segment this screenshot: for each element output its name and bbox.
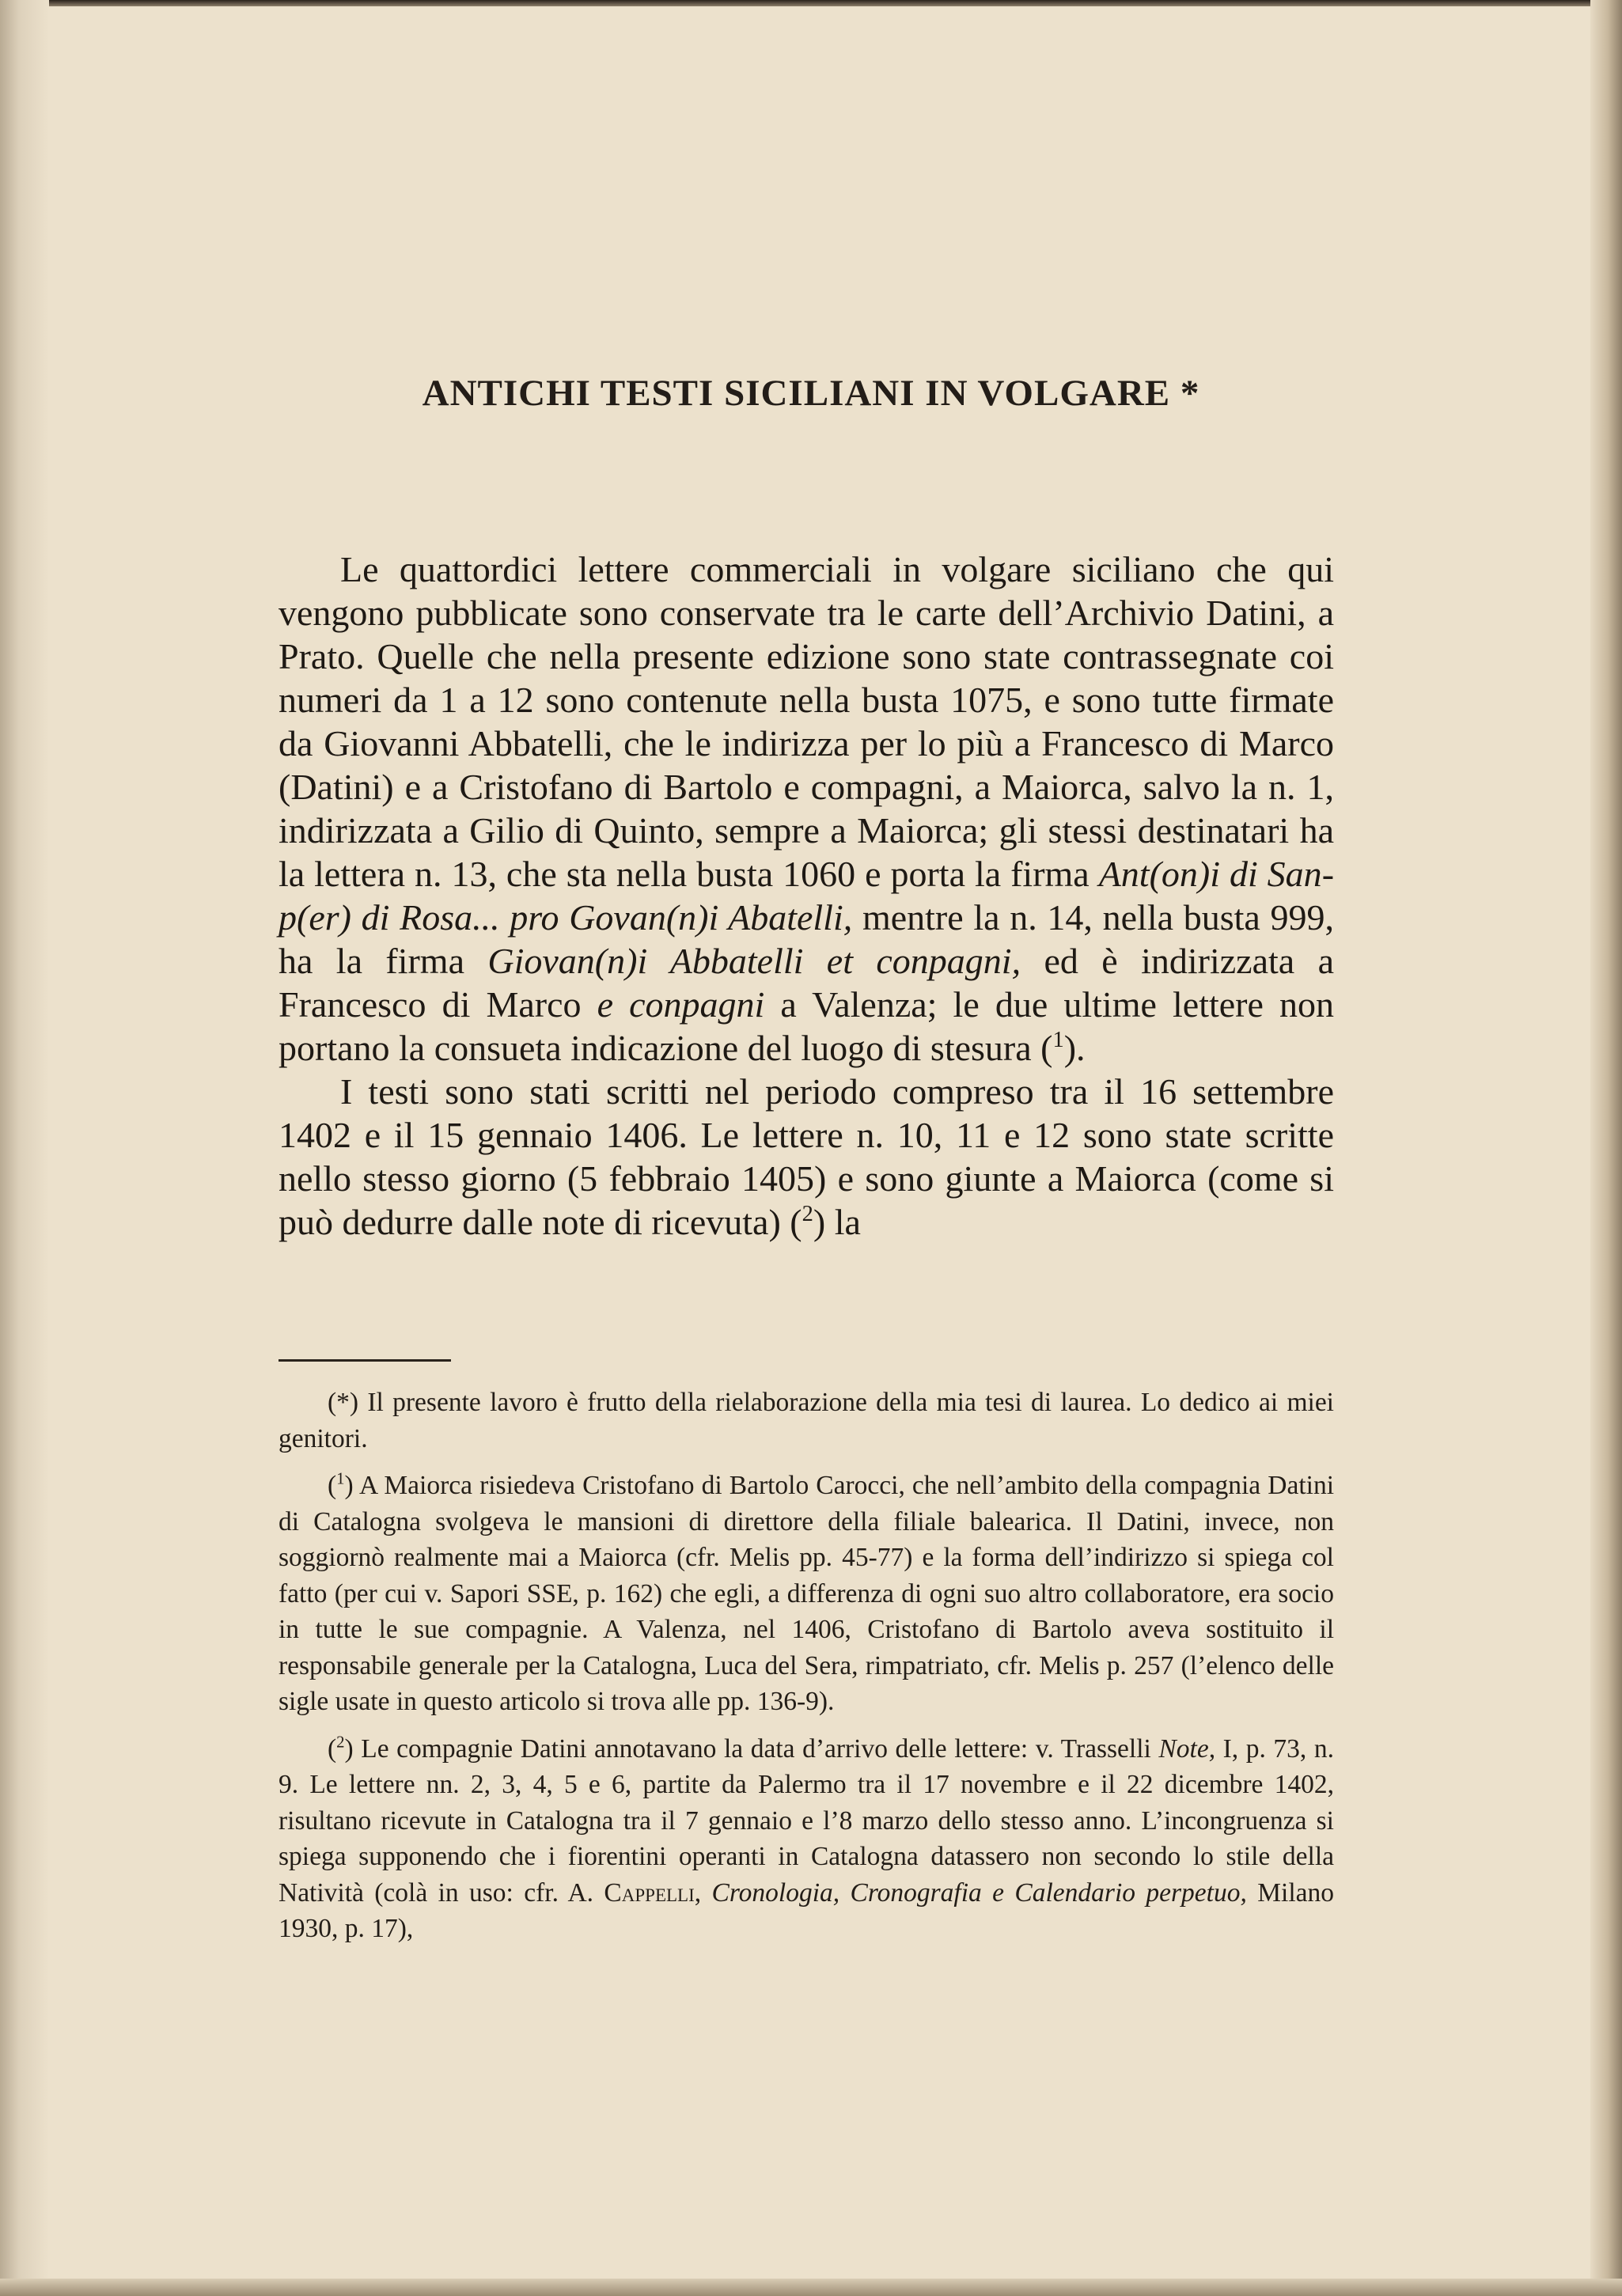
article-title: ANTICHI TESTI SICILIANI IN VOLGARE *: [422, 373, 1200, 414]
page-top-edge: [0, 0, 1622, 6]
footnote-1: ($^1$) A Maiorca risiedeva Cristofano di Bartolo Carocci, che nell’ambito della compagnia Datini di Catalogna svolgeva le mansioni di direttore della filiale balearica. Il Datini, invece, non soggiornò realmente mai a Maiorca (cfr. Melis pp. 45-77) e la forma dell’indirizzo si spiega col fatto (per cui v. Sapori SSE, p. 162) che egli, a differenza di ogni suo altro collaboratore, era socio in tutte le sue compagnie. A Valenza, nel 1406, Cristofano di Bartolo aveva sostituito il responsabile generale per la Catalogna, Luca del Sera, rimpatriato, cfr. Melis p. 257 (l’elenco delle sigle usate in questo articolo si trova alle pp. 136-9).: [279, 1469, 1334, 1716]
footnote-ref-2: 2: [802, 1201, 813, 1226]
page-bottom-edge: [0, 2279, 1622, 2296]
footnote-separator: [279, 1359, 451, 1362]
page-binding-edge: [0, 0, 49, 2296]
footnotes: [279, 1385, 1334, 1958]
page-right-edge: [1590, 0, 1622, 2296]
body-paragraph-1: Le quattordici lettere commerciali in volgare siciliano che qui vengono pubblicate sono conservate tra le carte dell’Archivio Datini, a Prato. Quelle che nella presente edizione sono state contrassegnate coi numeri da 1 a 12 sono contenute nella busta 1075, e sono tutte firmate da Giovanni Abbatelli, che le indirizza per lo più a Francesco di Marco (Datini) e a Cristofano di Bartolo e compagni, a Maiorca, salvo la n. 1, indirizzata a Gilio di Quinto, sempre a Maiorca; gli stessi destinatari ha la lettera n. 13, che sta nella busta 1060 e porta la firma Ant(on)i di Sanp(er) di Rosa... pro Govan(n)i Abatelli, mentre la n. 14, nella busta 999, ha la firma Giovan(n)i Abbatelli et conpagni, ed è indirizzata a Francesco di Marco e conpagni a Valenza; le due ultime lettere non portano la consueta indicazione del luogo di stesura ($^1$).: [279, 549, 1335, 1068]
footnote-star: (*) Il presente lavoro è frutto della rielaborazione della mia tesi di laurea. Lo dedico ai miei genitori.: [279, 1388, 1334, 1453]
article-body: [279, 547, 1334, 1244]
footnote-2: ($^2$) Le compagnie Datini annotavano la data d’arrivo delle lettere: v. Trasselli Note, I, p. 73, n. 9. Le lettere nn. 2, 3, 4, 5 e 6, partite da Palermo tra il 17 novembre e il 22 dicembre 1402, risultano ricevute in Catalogna tra il 7 gennaio e l’8 marzo dello stesso anno. L’incongruenza si spiega supponendo che i fiorentini operanti in Catalogna datassero non secondo lo stile della Natività (colà in uso: cfr. A. Cappelli, Cronologia, Cronografia e Calendario perpetuo, Milano 1930, p. 17),: [279, 1733, 1334, 1943]
body-paragraph-2: I testi sono stati scritti nel periodo compreso tra il 16 settembre 1402 e il 15 gennaio 1406. Le lettere n. 10, 11 e 12 sono state scritte nello stesso giorno (5 febbraio 1405) e sono giunte a Maiorca (come si può dedurre dalle note di ricevuta) ($^2$) la: [279, 1071, 1334, 1242]
footnote-ref-1: 1: [1052, 1027, 1064, 1052]
